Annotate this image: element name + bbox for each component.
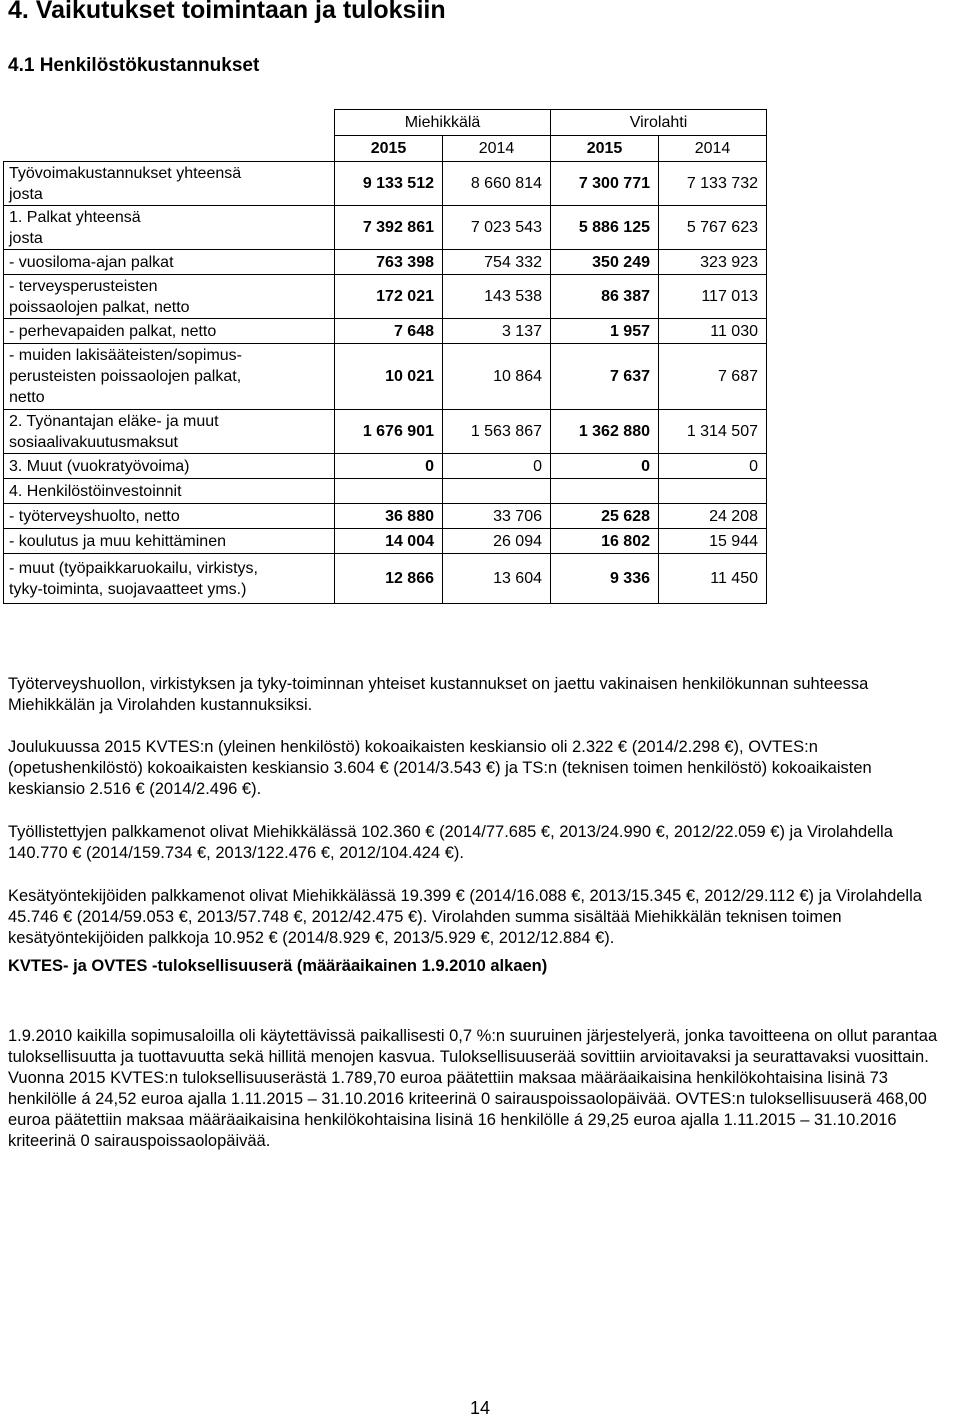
value-cell [551,479,659,504]
value-cell: 5 767 623 [659,206,767,250]
row-label: - vuosiloma-ajan palkat [4,250,335,275]
value-cell: 5 886 125 [551,206,659,250]
value-cell: 24 208 [659,504,767,529]
year-header: 2014 [659,136,767,162]
value-cell: 8 660 814 [443,162,551,206]
value-cell: 1 314 507 [659,410,767,454]
row-label: 3. Muut (vuokratyövoima) [4,454,335,479]
paragraph-average-salaries: Joulukuussa 2015 KVTES:n (yleinen henkilöstö) kokoaikaisten keskiansio oli 2.322 € (2014/2.298 €), OVTES:n (opetushenkilöstö) kokoaikaisten keskiansio 3.604 € (2014/3.543 €) ja TS:n (teknisen toimen henkilöstö) kokoaikaisten keskiansio 2.516 € (2014/2.496 €). [8,738,872,798]
paragraph-summer-workers: Kesätyöntekijöiden palkkamenot olivat Miehikkälässä 19.399 € (2014/16.088 €, 2013/15.345 €, 2012/29.112 €) ja Virolahdella 45.746 € (2014/59.053 €, 2013/57.748 €, 2012/42.475 €). Virolahden summa sisältää Miehikkälän teknisen toimen kesätyöntekijöiden palkkoja 10.952 € (2014/8.929 €, 2013/5.929 €, 2012/12.884 €). [8,887,922,947]
value-cell: 0 [443,454,551,479]
value-cell: 0 [659,454,767,479]
row-label: - terveysperusteisten poissaolojen palkat, netto [4,275,335,319]
row-label: - muiden lakisääteisten/sopimus- perusteisten poissaolojen palkat, netto [4,344,335,410]
value-cell: 12 866 [335,554,443,604]
header-blank-cell [4,110,335,162]
year-header: 2015 [335,136,443,162]
row-label: Työvoimakustannukset yhteensä josta [4,162,335,206]
row-label: - perhevapaiden palkat, netto [4,319,335,344]
row-label: 2. Työnantajan eläke- ja muut sosiaalivakuutusmaksut [4,410,335,454]
table-row [4,206,767,250]
value-cell: 86 387 [551,275,659,319]
table-row [4,504,767,529]
value-cell: 11 030 [659,319,767,344]
paragraph-employed-wages: Työllistettyjen palkkamenot olivat Miehikkälässä 102.360 € (2014/77.685 €, 2013/24.990 €, 2012/22.059 €) ja Virolahdella 140.770 € (2014/159.734 €, 2013/122.476 €, 2012/104.424 €). [8,823,893,862]
value-cell: 13 604 [443,554,551,604]
value-cell: 36 880 [335,504,443,529]
value-cell: 1 957 [551,319,659,344]
group-header: Virolahti [551,110,767,136]
value-cell: 9 133 512 [335,162,443,206]
year-header: 2014 [443,136,551,162]
row-label: 4. Henkilöstöinvestoinnit [4,479,335,504]
header-row-groups [4,110,767,136]
value-cell: 14 004 [335,529,443,554]
table-row [4,410,767,454]
value-cell: 1 362 880 [551,410,659,454]
group-header: Miehikkälä [335,110,551,136]
table-row [4,529,767,554]
table-row [4,275,767,319]
value-cell: 7 133 732 [659,162,767,206]
value-cell: 7 637 [551,344,659,410]
value-cell: 172 021 [335,275,443,319]
section-heading: 4. Vaikutukset toimintaan ja tuloksiin [8,0,446,24]
personnel-cost-table [3,109,767,604]
value-cell: 33 706 [443,504,551,529]
value-cell: 9 336 [551,554,659,604]
row-label: - muut (työpaikkaruokailu, virkistys, tyky-toiminta, suojavaatteet yms.) [4,554,335,604]
page-number: 14 [469,1398,491,1418]
value-cell: 323 923 [659,250,767,275]
table-row [4,454,767,479]
paragraph-performance-bonus: 1.9.2010 kaikilla sopimusaloilla oli käytettävissä paikallisesti 0,7 %:n suuruinen järjestelyerä, jonka tavoitteena on ollut parantaa tuloksellisuutta ja tuottavuutta sekä hillitä menojen kasvua. Tuloksellisuuserää sovittiin arvioitavaksi ja seurattavaksi vuosittain. Vuonna 2015 KVTES:n tuloksellisuuserästä 1.789,70 euroa päätettiin maksaa määräaikaisina henkilökohtaisina lisinä 73 henkilölle á 24,52 euroa ajalla 1.11.2015 – 31.10.2016 kriteerinä 0 sairauspoissaolopäivää. OVTES:n tuloksellisuuserä 468,00 euroa päätettiin maksaa määräaikaisina henkilökohtaisina lisinä 16 henkilölle á 29,25 euroa ajalla 1.11.2015 – 31.10.2016 kriteerinä 0 sairauspoissaolopäivää. [8,1027,938,1150]
value-cell: 16 802 [551,529,659,554]
value-cell: 10 864 [443,344,551,410]
value-cell: 0 [335,454,443,479]
table-row [4,344,767,410]
value-cell: 117 013 [659,275,767,319]
value-cell [335,479,443,504]
value-cell: 350 249 [551,250,659,275]
value-cell: 763 398 [335,250,443,275]
value-cell [443,479,551,504]
table-row [4,554,767,604]
kvtes-ovtes-heading: KVTES- ja OVTES -tuloksellisuuserä (määräaikainen 1.9.2010 alkaen) [8,957,548,975]
value-cell: 26 094 [443,529,551,554]
subsection-heading: 4.1 Henkilöstökustannukset [8,55,260,76]
row-label: - koulutus ja muu kehittäminen [4,529,335,554]
value-cell: 15 944 [659,529,767,554]
value-cell: 7 392 861 [335,206,443,250]
value-cell: 25 628 [551,504,659,529]
table-row [4,319,767,344]
value-cell: 7 300 771 [551,162,659,206]
value-cell: 7 648 [335,319,443,344]
table-row [4,479,767,504]
table-row [4,162,767,206]
value-cell: 11 450 [659,554,767,604]
value-cell: 1 676 901 [335,410,443,454]
value-cell: 143 538 [443,275,551,319]
value-cell: 0 [551,454,659,479]
row-label: 1. Palkat yhteensä josta [4,206,335,250]
value-cell: 3 137 [443,319,551,344]
value-cell: 754 332 [443,250,551,275]
value-cell [659,479,767,504]
paragraph-occupational-health: Työterveyshuollon, virkistyksen ja tyky-toiminnan yhteiset kustannukset on jaettu vakinaisen henkilökunnan suhteessa Miehikkälän ja Virolahden kustannuksiksi. [8,675,869,714]
value-cell: 7 023 543 [443,206,551,250]
value-cell: 7 687 [659,344,767,410]
value-cell: 1 563 867 [443,410,551,454]
row-label: - työterveyshuolto, netto [4,504,335,529]
value-cell: 10 021 [335,344,443,410]
table-row [4,250,767,275]
year-header: 2015 [551,136,659,162]
